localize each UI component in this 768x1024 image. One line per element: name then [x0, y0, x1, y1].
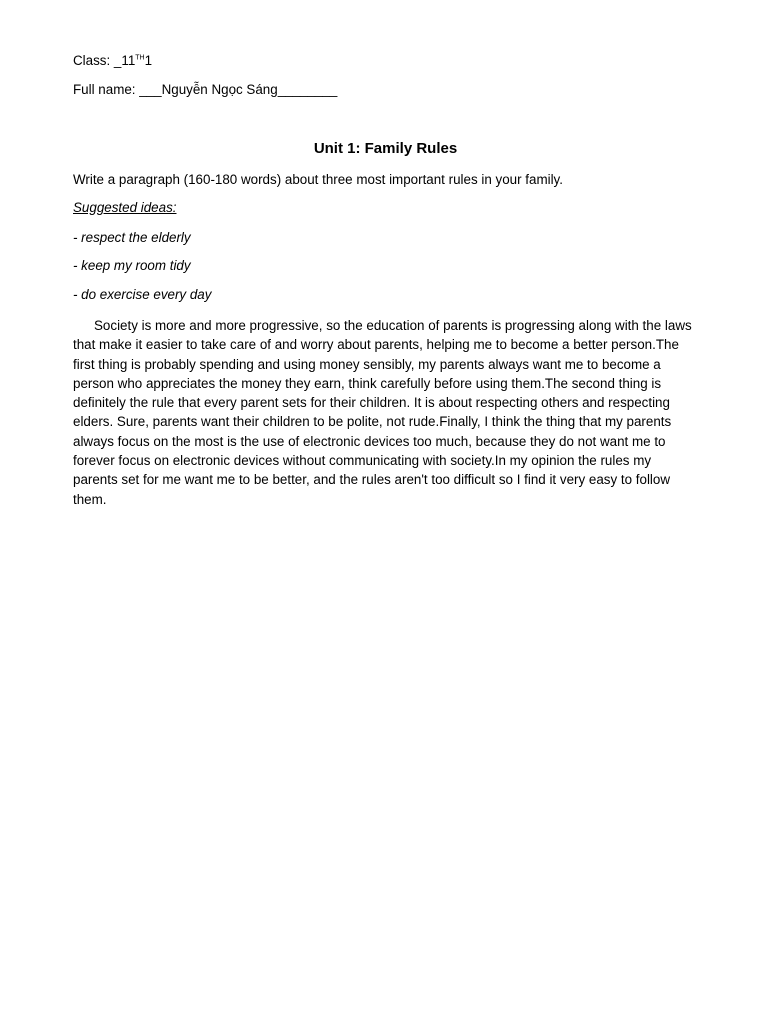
class-label: Class: _11: [73, 53, 136, 68]
suggested-ideas-heading: Suggested ideas:: [73, 200, 177, 215]
class-line: [73, 53, 152, 69]
idea-item: - respect the elderly: [73, 230, 191, 245]
page-title: Unit 1: Family Rules: [313, 140, 458, 157]
idea-item: - keep my room tidy: [73, 258, 191, 273]
fullname-line: Full name: ___Nguyễn Ngọc Sáng________: [73, 82, 338, 97]
essay-paragraph: Society is more and more progressive, so the education of parents is progressing along with the laws that make it easier to take care of and worry about parents, helping me to become a better person.The first thing is probably spending and using money sensibly, my parents always want me to become a person who appreciates the money they earn, think carefully before using them.The second thing is definitely the rule that every parent sets for their children. It is about respecting others and respecting elders. Sure, parents want their children to be polite, not rude.Finally, I think the thing that my parents always focus on the most is the use of electronic devices too much, because they do not want me to forever focus on electronic devices without communicating with society.In my opinion the rules my parents set for me want me to be better, and the rules aren't too difficult so I find it very easy to follow them.: [73, 318, 692, 507]
class-suffix: 1: [144, 53, 153, 68]
class-superscript: TH: [135, 54, 145, 62]
instruction-text: Write a paragraph (160-180 words) about three most important rules in your family.: [73, 172, 563, 187]
idea-item: - do exercise every day: [73, 287, 212, 302]
